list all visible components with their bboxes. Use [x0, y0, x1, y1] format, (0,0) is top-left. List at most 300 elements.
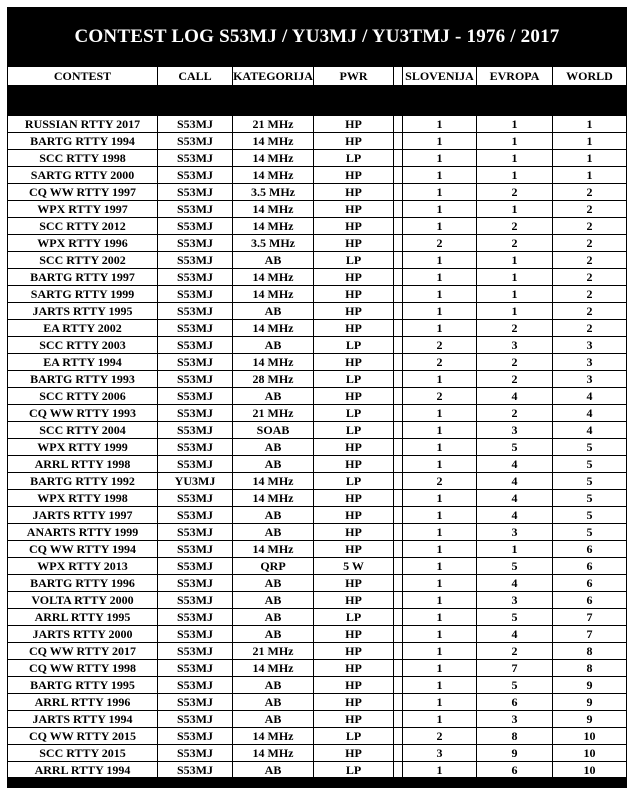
cell-call: S53MJ: [158, 184, 233, 201]
cell-call: S53MJ: [158, 388, 233, 405]
cell-contest: SCC RTTY 2012: [7, 218, 158, 235]
cell-evropa: 2: [477, 354, 553, 371]
cell-pwr: LP: [314, 405, 394, 422]
cell-world: 2: [553, 320, 627, 337]
table-row: [7, 388, 627, 405]
cell-spacer: [394, 677, 403, 694]
cell-call: S53MJ: [158, 371, 233, 388]
cell-spacer: [394, 609, 403, 626]
cell-pwr: HP: [314, 201, 394, 218]
cell-evropa: 9: [477, 745, 553, 762]
cell-spacer: [394, 575, 403, 592]
cell-pwr: HP: [314, 507, 394, 524]
cell-slovenija: 2: [403, 235, 477, 252]
cell-kategorija: 14 MHz: [233, 541, 314, 558]
cell-slovenija: 1: [403, 711, 477, 728]
cell-slovenija: 1: [403, 643, 477, 660]
cell-spacer: [394, 558, 403, 575]
cell-call: S53MJ: [158, 337, 233, 354]
cell-slovenija: 1: [403, 269, 477, 286]
cell-evropa: 1: [477, 252, 553, 269]
cell-pwr: LP: [314, 762, 394, 779]
cell-world: 1: [553, 133, 627, 150]
cell-world: 6: [553, 558, 627, 575]
table-row: [7, 643, 627, 660]
cell-kategorija: AB: [233, 524, 314, 541]
cell-slovenija: 1: [403, 320, 477, 337]
cell-spacer: [394, 167, 403, 184]
cell-call: S53MJ: [158, 405, 233, 422]
cell-call: S53MJ: [158, 116, 233, 133]
cell-kategorija: AB: [233, 592, 314, 609]
cell-contest: BARTG RTTY 1993: [7, 371, 158, 388]
cell-evropa: 5: [477, 677, 553, 694]
cell-kategorija: 21 MHz: [233, 405, 314, 422]
table-row: [7, 609, 627, 626]
cell-world: 10: [553, 728, 627, 745]
cell-slovenija: 1: [403, 371, 477, 388]
column-header-pwr: PWR: [314, 67, 394, 86]
cell-kategorija: 14 MHz: [233, 354, 314, 371]
cell-pwr: HP: [314, 354, 394, 371]
cell-call: S53MJ: [158, 677, 233, 694]
cell-kategorija: AB: [233, 507, 314, 524]
cell-call: S53MJ: [158, 643, 233, 660]
cell-evropa: 1: [477, 303, 553, 320]
column-header-kategorija: KATEGORIJA: [233, 67, 314, 86]
cell-call: S53MJ: [158, 354, 233, 371]
cell-evropa: 3: [477, 592, 553, 609]
cell-slovenija: 1: [403, 660, 477, 677]
cell-call: S53MJ: [158, 541, 233, 558]
column-header-contest: CONTEST: [7, 67, 158, 86]
page-title: CONTEST LOG S53MJ / YU3MJ / YU3TMJ - 1976 / 2017: [7, 7, 627, 67]
cell-contest: WPX RTTY 1997: [7, 201, 158, 218]
cell-evropa: 4: [477, 626, 553, 643]
table-row: [7, 133, 627, 150]
cell-spacer: [394, 626, 403, 643]
cell-contest: CQ WW RTTY 1998: [7, 660, 158, 677]
cell-kategorija: 14 MHz: [233, 660, 314, 677]
column-header-evropa: EVROPA: [477, 67, 553, 86]
column-header-spacer: [394, 67, 403, 86]
table-row: [7, 320, 627, 337]
cell-spacer: [394, 201, 403, 218]
cell-spacer: [394, 184, 403, 201]
cell-call: S53MJ: [158, 286, 233, 303]
cell-slovenija: 1: [403, 303, 477, 320]
cell-world: 4: [553, 405, 627, 422]
cell-world: 1: [553, 167, 627, 184]
cell-evropa: 1: [477, 116, 553, 133]
cell-pwr: HP: [314, 167, 394, 184]
cell-call: S53MJ: [158, 507, 233, 524]
cell-slovenija: 1: [403, 694, 477, 711]
cell-world: 9: [553, 711, 627, 728]
cell-pwr: HP: [314, 388, 394, 405]
cell-contest: CQ WW RTTY 2015: [7, 728, 158, 745]
cell-pwr: HP: [314, 677, 394, 694]
cell-spacer: [394, 745, 403, 762]
cell-pwr: HP: [314, 133, 394, 150]
cell-contest: JARTS RTTY 1997: [7, 507, 158, 524]
cell-call: S53MJ: [158, 269, 233, 286]
cell-pwr: HP: [314, 524, 394, 541]
cell-evropa: 6: [477, 694, 553, 711]
cell-kategorija: AB: [233, 762, 314, 779]
cell-evropa: 1: [477, 541, 553, 558]
cell-spacer: [394, 456, 403, 473]
cell-spacer: [394, 541, 403, 558]
cell-spacer: [394, 235, 403, 252]
cell-contest: BARTG RTTY 1995: [7, 677, 158, 694]
cell-kategorija: AB: [233, 388, 314, 405]
cell-world: 2: [553, 218, 627, 235]
cell-kategorija: 28 MHz: [233, 371, 314, 388]
table-row: [7, 354, 627, 371]
table-row: [7, 473, 627, 490]
cell-kategorija: 14 MHz: [233, 490, 314, 507]
cell-world: 9: [553, 694, 627, 711]
table-row: [7, 490, 627, 507]
cell-evropa: 4: [477, 473, 553, 490]
cell-evropa: 1: [477, 133, 553, 150]
cell-contest: SARTG RTTY 2000: [7, 167, 158, 184]
cell-slovenija: 1: [403, 575, 477, 592]
cell-contest: CQ WW RTTY 2017: [7, 643, 158, 660]
cell-call: S53MJ: [158, 745, 233, 762]
cell-spacer: [394, 388, 403, 405]
cell-kategorija: 3.5 MHz: [233, 184, 314, 201]
cell-spacer: [394, 422, 403, 439]
cell-contest: SCC RTTY 2006: [7, 388, 158, 405]
cell-contest: SCC RTTY 2004: [7, 422, 158, 439]
cell-spacer: [394, 286, 403, 303]
cell-call: S53MJ: [158, 490, 233, 507]
cell-evropa: 2: [477, 218, 553, 235]
cell-evropa: 1: [477, 167, 553, 184]
table-row: [7, 456, 627, 473]
cell-world: 7: [553, 626, 627, 643]
cell-evropa: 1: [477, 269, 553, 286]
cell-call: S53MJ: [158, 218, 233, 235]
cell-spacer: [394, 490, 403, 507]
cell-contest: CQ WW RTTY 1993: [7, 405, 158, 422]
footer-band: [7, 777, 627, 788]
cell-pwr: LP: [314, 150, 394, 167]
cell-contest: JARTS RTTY 1994: [7, 711, 158, 728]
cell-slovenija: 2: [403, 337, 477, 354]
cell-evropa: 3: [477, 711, 553, 728]
cell-evropa: 4: [477, 507, 553, 524]
cell-spacer: [394, 371, 403, 388]
cell-contest: ARRL RTTY 1995: [7, 609, 158, 626]
cell-call: S53MJ: [158, 320, 233, 337]
cell-kategorija: 14 MHz: [233, 286, 314, 303]
cell-evropa: 7: [477, 660, 553, 677]
cell-kategorija: 14 MHz: [233, 150, 314, 167]
table-row: [7, 694, 627, 711]
cell-contest: RUSSIAN RTTY 2017: [7, 116, 158, 133]
cell-spacer: [394, 405, 403, 422]
cell-spacer: [394, 150, 403, 167]
table-row: [7, 371, 627, 388]
cell-kategorija: AB: [233, 711, 314, 728]
cell-contest: SCC RTTY 2002: [7, 252, 158, 269]
cell-world: 2: [553, 235, 627, 252]
cell-pwr: HP: [314, 660, 394, 677]
cell-world: 2: [553, 201, 627, 218]
cell-world: 2: [553, 286, 627, 303]
cell-call: S53MJ: [158, 235, 233, 252]
cell-evropa: 5: [477, 609, 553, 626]
cell-contest: CQ WW RTTY 1994: [7, 541, 158, 558]
cell-pwr: HP: [314, 711, 394, 728]
table-row: [7, 728, 627, 745]
cell-evropa: 2: [477, 405, 553, 422]
cell-kategorija: AB: [233, 609, 314, 626]
cell-slovenija: 1: [403, 507, 477, 524]
cell-pwr: HP: [314, 541, 394, 558]
table-row: [7, 405, 627, 422]
cell-slovenija: 1: [403, 184, 477, 201]
cell-world: 4: [553, 388, 627, 405]
cell-pwr: LP: [314, 609, 394, 626]
table-row: [7, 252, 627, 269]
cell-slovenija: 1: [403, 762, 477, 779]
cell-kategorija: 14 MHz: [233, 473, 314, 490]
cell-kategorija: QRP: [233, 558, 314, 575]
cell-call: S53MJ: [158, 524, 233, 541]
cell-spacer: [394, 643, 403, 660]
cell-pwr: HP: [314, 592, 394, 609]
cell-pwr: HP: [314, 439, 394, 456]
cell-spacer: [394, 269, 403, 286]
cell-evropa: 3: [477, 337, 553, 354]
cell-evropa: 4: [477, 388, 553, 405]
cell-kategorija: 14 MHz: [233, 320, 314, 337]
cell-spacer: [394, 116, 403, 133]
cell-spacer: [394, 320, 403, 337]
cell-world: 3: [553, 337, 627, 354]
cell-pwr: HP: [314, 303, 394, 320]
table-row: [7, 524, 627, 541]
cell-evropa: 3: [477, 524, 553, 541]
cell-contest: SARTG RTTY 1999: [7, 286, 158, 303]
cell-contest: VOLTA RTTY 2000: [7, 592, 158, 609]
cell-kategorija: AB: [233, 575, 314, 592]
cell-slovenija: 1: [403, 439, 477, 456]
cell-slovenija: 1: [403, 116, 477, 133]
cell-kategorija: AB: [233, 337, 314, 354]
cell-call: S53MJ: [158, 456, 233, 473]
table-row: [7, 201, 627, 218]
cell-world: 10: [553, 745, 627, 762]
cell-world: 1: [553, 150, 627, 167]
cell-slovenija: 1: [403, 524, 477, 541]
cell-slovenija: 2: [403, 728, 477, 745]
cell-slovenija: 1: [403, 422, 477, 439]
cell-call: S53MJ: [158, 422, 233, 439]
cell-spacer: [394, 711, 403, 728]
cell-slovenija: 2: [403, 473, 477, 490]
table-row: [7, 507, 627, 524]
cell-slovenija: 1: [403, 626, 477, 643]
cell-kategorija: 14 MHz: [233, 133, 314, 150]
cell-pwr: HP: [314, 626, 394, 643]
cell-world: 1: [553, 116, 627, 133]
cell-world: 2: [553, 184, 627, 201]
cell-contest: WPX RTTY 1998: [7, 490, 158, 507]
cell-slovenija: 1: [403, 201, 477, 218]
cell-call: S53MJ: [158, 167, 233, 184]
cell-slovenija: 1: [403, 541, 477, 558]
cell-kategorija: AB: [233, 626, 314, 643]
cell-kategorija: SOAB: [233, 422, 314, 439]
table-row: [7, 439, 627, 456]
cell-world: 6: [553, 541, 627, 558]
cell-world: 5: [553, 439, 627, 456]
cell-pwr: HP: [314, 456, 394, 473]
cell-contest: SCC RTTY 2015: [7, 745, 158, 762]
cell-call: S53MJ: [158, 150, 233, 167]
cell-pwr: LP: [314, 371, 394, 388]
cell-world: 9: [553, 677, 627, 694]
cell-pwr: HP: [314, 643, 394, 660]
cell-slovenija: 1: [403, 286, 477, 303]
cell-contest: EA RTTY 2002: [7, 320, 158, 337]
cell-slovenija: 1: [403, 609, 477, 626]
cell-world: 5: [553, 473, 627, 490]
cell-world: 7: [553, 609, 627, 626]
cell-pwr: HP: [314, 320, 394, 337]
cell-contest: ARRL RTTY 1996: [7, 694, 158, 711]
cell-spacer: [394, 439, 403, 456]
cell-kategorija: 14 MHz: [233, 218, 314, 235]
table-row: [7, 303, 627, 320]
cell-pwr: LP: [314, 422, 394, 439]
cell-evropa: 2: [477, 643, 553, 660]
cell-call: S53MJ: [158, 133, 233, 150]
table-row: [7, 745, 627, 762]
cell-pwr: LP: [314, 728, 394, 745]
cell-contest: JARTS RTTY 1995: [7, 303, 158, 320]
cell-world: 8: [553, 660, 627, 677]
cell-evropa: 2: [477, 235, 553, 252]
cell-contest: BARTG RTTY 1994: [7, 133, 158, 150]
cell-world: 2: [553, 269, 627, 286]
cell-pwr: HP: [314, 235, 394, 252]
cell-contest: BARTG RTTY 1992: [7, 473, 158, 490]
table-row: [7, 218, 627, 235]
cell-pwr: HP: [314, 269, 394, 286]
column-header-call: CALL: [158, 67, 233, 86]
cell-world: 3: [553, 354, 627, 371]
cell-evropa: 4: [477, 490, 553, 507]
cell-call: S53MJ: [158, 439, 233, 456]
cell-pwr: 5 W: [314, 558, 394, 575]
cell-contest: ANARTS RTTY 1999: [7, 524, 158, 541]
cell-contest: CQ WW RTTY 1997: [7, 184, 158, 201]
cell-contest: ARRL RTTY 1994: [7, 762, 158, 779]
cell-call: YU3MJ: [158, 473, 233, 490]
cell-evropa: 2: [477, 184, 553, 201]
cell-slovenija: 1: [403, 167, 477, 184]
cell-contest: EA RTTY 1994: [7, 354, 158, 371]
cell-slovenija: 1: [403, 677, 477, 694]
cell-evropa: 1: [477, 201, 553, 218]
cell-pwr: HP: [314, 745, 394, 762]
table-row: [7, 337, 627, 354]
cell-call: S53MJ: [158, 711, 233, 728]
column-header-slovenija: SLOVENIJA: [403, 67, 477, 86]
cell-world: 5: [553, 456, 627, 473]
cell-pwr: HP: [314, 286, 394, 303]
cell-kategorija: 14 MHz: [233, 167, 314, 184]
cell-pwr: HP: [314, 116, 394, 133]
cell-pwr: HP: [314, 184, 394, 201]
cell-kategorija: AB: [233, 456, 314, 473]
cell-world: 10: [553, 762, 627, 779]
cell-kategorija: 21 MHz: [233, 116, 314, 133]
column-header-world: WORLD: [553, 67, 627, 86]
table-row: [7, 269, 627, 286]
cell-call: S53MJ: [158, 626, 233, 643]
cell-slovenija: 1: [403, 558, 477, 575]
cell-evropa: 3: [477, 422, 553, 439]
cell-slovenija: 1: [403, 133, 477, 150]
table-header-row: [7, 67, 627, 86]
cell-kategorija: 3.5 MHz: [233, 235, 314, 252]
cell-kategorija: AB: [233, 677, 314, 694]
cell-slovenija: 1: [403, 150, 477, 167]
cell-call: S53MJ: [158, 660, 233, 677]
cell-spacer: [394, 252, 403, 269]
cell-kategorija: AB: [233, 439, 314, 456]
cell-call: S53MJ: [158, 762, 233, 779]
table-row: [7, 711, 627, 728]
cell-call: S53MJ: [158, 694, 233, 711]
cell-contest: ARRL RTTY 1998: [7, 456, 158, 473]
cell-slovenija: 2: [403, 354, 477, 371]
cell-slovenija: 3: [403, 745, 477, 762]
cell-evropa: 4: [477, 456, 553, 473]
cell-contest: BARTG RTTY 1996: [7, 575, 158, 592]
cell-kategorija: AB: [233, 303, 314, 320]
cell-call: S53MJ: [158, 252, 233, 269]
cell-spacer: [394, 507, 403, 524]
table-row: [7, 116, 627, 133]
cell-evropa: 8: [477, 728, 553, 745]
cell-world: 5: [553, 524, 627, 541]
cell-contest: JARTS RTTY 2000: [7, 626, 158, 643]
cell-kategorija: AB: [233, 252, 314, 269]
cell-call: S53MJ: [158, 609, 233, 626]
table-row: [7, 558, 627, 575]
cell-spacer: [394, 660, 403, 677]
cell-kategorija: 14 MHz: [233, 745, 314, 762]
cell-world: 8: [553, 643, 627, 660]
cell-spacer: [394, 303, 403, 320]
cell-spacer: [394, 592, 403, 609]
cell-world: 6: [553, 575, 627, 592]
table-row: [7, 575, 627, 592]
cell-kategorija: 21 MHz: [233, 643, 314, 660]
cell-contest: WPX RTTY 1999: [7, 439, 158, 456]
cell-pwr: HP: [314, 218, 394, 235]
cell-contest: BARTG RTTY 1997: [7, 269, 158, 286]
cell-spacer: [394, 354, 403, 371]
